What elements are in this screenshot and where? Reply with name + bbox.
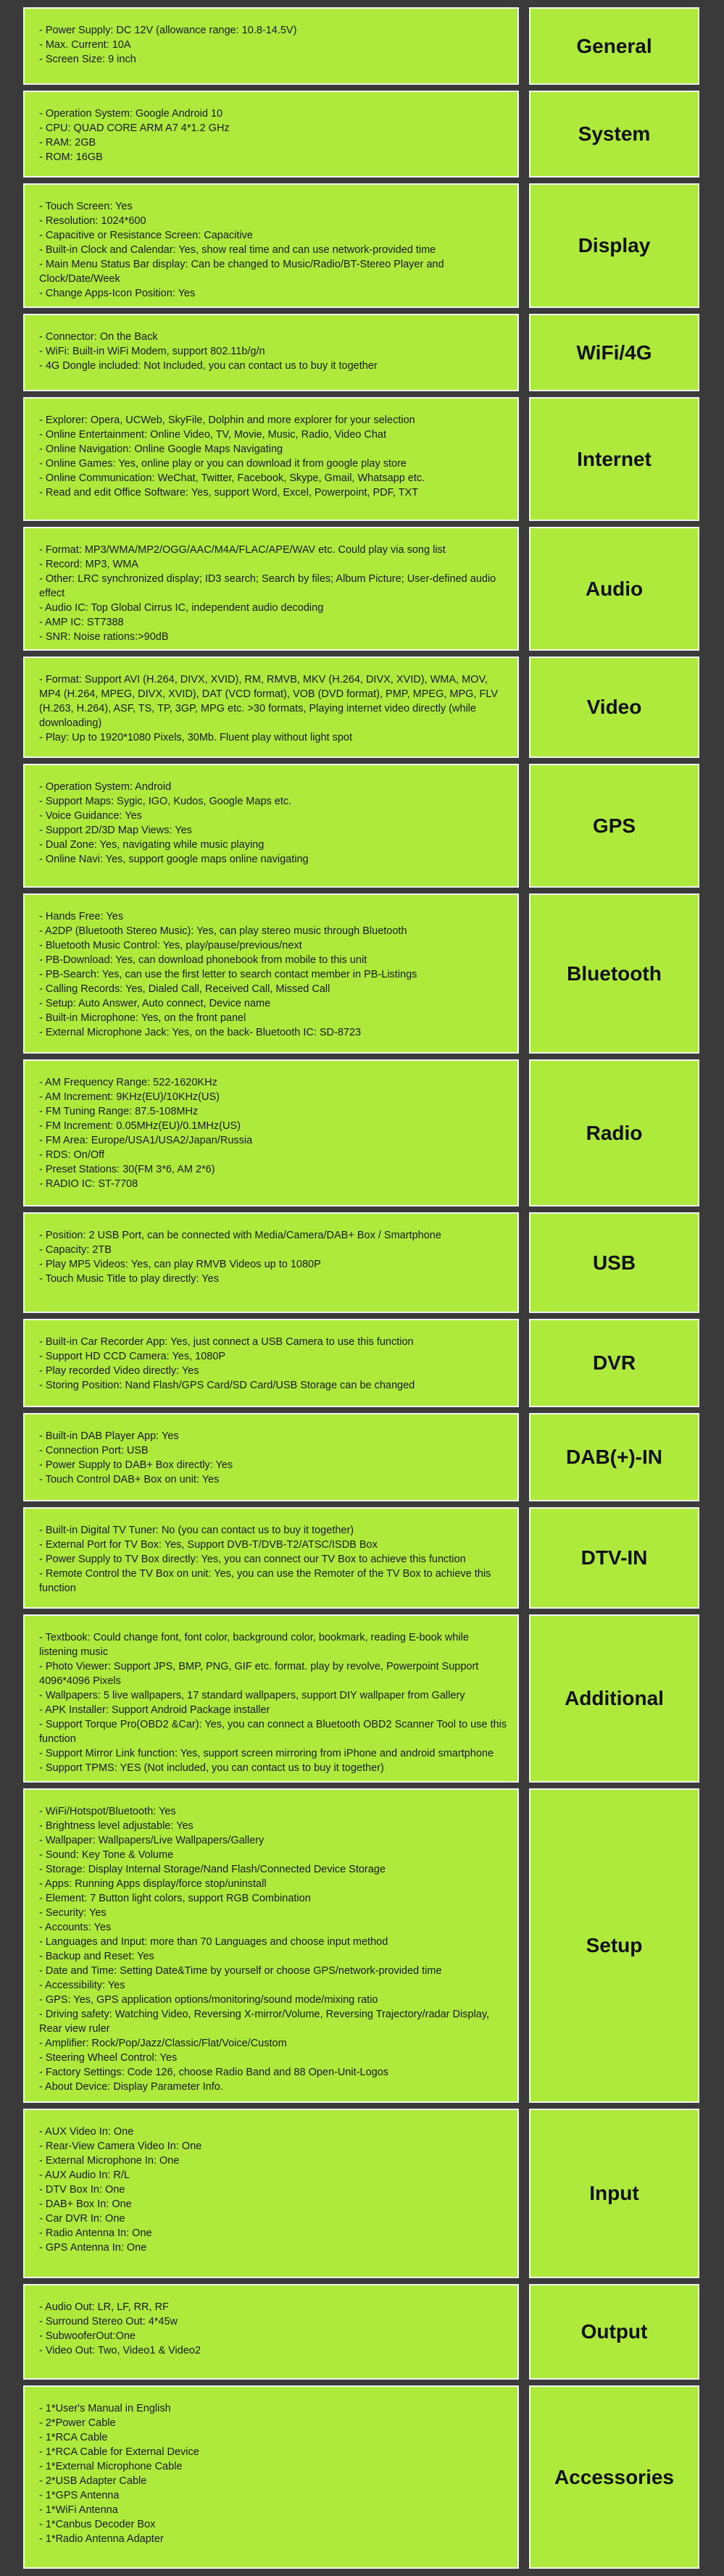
spec-category-label: DAB(+)-IN [529, 1413, 699, 1501]
spec-line: - Audio Out: LR, LF, RR, RF [39, 2301, 169, 2313]
spec-row [23, 1614, 699, 1783]
spec-category-label: Internet [529, 397, 699, 521]
spec-description [23, 2284, 519, 2380]
spec-line: - ROM: 16GB [39, 151, 103, 163]
spec-line: - Power Supply to TV Box directly: Yes, you can connect our TV Box to achieve this function [39, 1554, 466, 1565]
spec-line: - Storing Position: Nand Flash/GPS Card/SD Card/USB Storage can be changed [39, 1380, 415, 1391]
spec-line: - AUX Audio In: R/L [39, 2169, 130, 2181]
spec-description [23, 1413, 519, 1501]
spec-line: - Radio Antenna In: One [39, 2227, 152, 2239]
spec-line: - Main Menu Status Bar display: Can be changed to Music/Radio/BT-Stereo Player and Clock/Date/Week [39, 259, 444, 285]
spec-line: - Position: 2 USB Port, can be connected with Media/Camera/DAB+ Box / Smartphone [39, 1230, 441, 1241]
spec-line: - Online Entertainment: Online Video, TV, Movie, Music, Radio, Video Chat [39, 429, 387, 441]
spec-line: - Touch Screen: Yes [39, 201, 133, 212]
spec-category-label: DVR [529, 1319, 699, 1407]
spec-line: - Support Mirror Link function: Yes, support screen mirroring from iPhone and android smartphone [39, 1748, 494, 1759]
spec-line: - Operation System: Google Android 10 [39, 108, 223, 120]
spec-row [23, 7, 699, 85]
spec-row [23, 91, 699, 178]
spec-line: - Touch Control DAB+ Box on unit: Yes [39, 1474, 220, 1485]
spec-line: - Other: LRC synchronized display; ID3 search; Search by files; Album Picture; User-defined audio effect [39, 573, 496, 599]
spec-line: - Video Out: Two, Video1 & Video2 [39, 2345, 201, 2356]
spec-line: - 1*WiFi Antenna [39, 2504, 118, 2516]
spec-line: - Security: Yes [39, 1907, 107, 1919]
spec-category-label: WiFi/4G [529, 314, 699, 391]
spec-line: - Textbook: Could change font, font color, background color, bookmark, reading E-book while listening music [39, 1632, 469, 1658]
spec-line: - 1*User's Manual in English [39, 2403, 171, 2414]
spec-description [23, 527, 519, 651]
spec-row [23, 2284, 699, 2380]
spec-line: - Voice Guidance: Yes [39, 810, 142, 822]
spec-line: - Support 2D/3D Map Views: Yes [39, 825, 192, 836]
spec-line: - Support TPMS: YES (Not included, you can contact us to buy it together) [39, 1762, 384, 1774]
spec-line: - PB-Download: Yes, can download phonebook from mobile to this unit [39, 954, 367, 966]
spec-category-label: Video [529, 656, 699, 758]
spec-line: - DTV Box In: One [39, 2184, 125, 2196]
spec-line: - Sound: Key Tone & Volume [39, 1849, 174, 1861]
spec-line: - External Port for TV Box: Yes, Support DVB-T/DVB-T2/ATSC/ISDB Box [39, 1539, 378, 1551]
spec-line: - Date and Time: Setting Date&Time by yourself or choose GPS/network-provided time [39, 1965, 442, 1977]
spec-line: - FM Area: Europe/USA1/USA2/Japan/Russia [39, 1135, 253, 1146]
spec-row [23, 1212, 699, 1313]
spec-description [23, 893, 519, 1054]
spec-line: - Operation System: Android [39, 781, 172, 793]
spec-line: - Audio IC: Top Global Cirrus IC, independent audio decoding [39, 602, 324, 614]
spec-line: - Bluetooth Music Control: Yes, play/pause/previous/next [39, 940, 302, 951]
spec-row [23, 656, 699, 758]
spec-line: - Touch Music Title to play directly: Yes [39, 1273, 219, 1285]
spec-line: - Brightness level adjustable: Yes [39, 1820, 194, 1832]
spec-description [23, 7, 519, 85]
spec-line: - Format: Support AVI (H.264, DIVX, XVID), RM, RMVB, MKV (H.264, DIVX, XVID), WMA, MOV, MP4 (H.264, MPEG, DIVX, XVID), DAT (VCD format), VOB (DVD format), PMP, MPEG, MPG, FLV (H.263, H.264), ASF, TS, TP, 3GP, MPG etc. >30 formats, Playing internet video directly (while downloading) [39, 674, 499, 729]
spec-description [23, 91, 519, 178]
spec-line: - Backup and Reset: Yes [39, 1951, 154, 1962]
spec-description [23, 2385, 519, 2569]
spec-line: - Setup: Auto Answer, Auto connect, Device name [39, 998, 271, 1009]
spec-category-label: Bluetooth [529, 893, 699, 1054]
spec-line: - 4G Dongle included: Not Included, you can contact us to buy it together [39, 360, 378, 372]
spec-category-label: Accessories [529, 2385, 699, 2569]
spec-description [23, 1212, 519, 1313]
spec-line: - AUX Video In: One [39, 2126, 134, 2138]
spec-line: - Calling Records: Yes, Dialed Call, Received Call, Missed Call [39, 983, 330, 995]
spec-description [23, 1507, 519, 1609]
spec-line: - Amplifier: Rock/Pop/Jazz/Classic/Flat/Voice/Custom [39, 2038, 287, 2049]
spec-line: - Play recorded Video directly: Yes [39, 1365, 199, 1377]
spec-category-label: Radio [529, 1059, 699, 1206]
spec-line: - Record: MP3, WMA [39, 559, 138, 570]
spec-line: - CPU: QUAD CORE ARM A7 4*1.2 GHz [39, 122, 230, 134]
spec-row [23, 1788, 699, 2103]
spec-line: - Power Supply: DC 12V (allowance range: 10.8-14.5V) [39, 25, 297, 36]
spec-line: - Factory Settings: Code 126, choose Radio Band and 88 Open-Unit-Logos [39, 2067, 389, 2078]
spec-line: - Play MP5 Videos: Yes, can play RMVB Videos up to 1080P [39, 1259, 321, 1270]
spec-row [23, 764, 699, 888]
spec-line: - Preset Stations: 30(FM 3*6, AM 2*6) [39, 1164, 215, 1175]
spec-row [23, 397, 699, 521]
spec-line: - RADIO IC: ST-7708 [39, 1178, 138, 1190]
spec-line: - About Device: Display Parameter Info. [39, 2081, 223, 2093]
spec-line: - Remote Control the TV Box on unit: Yes, you can use the Remoter of the TV Box to achieve this function [39, 1568, 491, 1594]
spec-line: - 2*Power Cable [39, 2417, 116, 2429]
spec-line: - Accounts: Yes [39, 1922, 112, 1933]
spec-category-label: GPS [529, 764, 699, 888]
spec-line: - Built-in DAB Player App: Yes [39, 1430, 179, 1442]
spec-row [23, 314, 699, 391]
spec-description [23, 1319, 519, 1407]
spec-line: - AMP IC: ST7388 [39, 617, 124, 628]
spec-line: - Dual Zone: Yes, navigating while music playing [39, 839, 265, 851]
spec-line: - Accessibility: Yes [39, 1980, 125, 1991]
spec-row [23, 2109, 699, 2278]
spec-line: - 1*RCA Cable [39, 2432, 108, 2443]
spec-line: - Resolution: 1024*600 [39, 215, 146, 227]
spec-line: - Max. Current: 10A [39, 39, 131, 51]
spec-line: - Format: MP3/WMA/MP2/OGG/AAC/M4A/FLAC/APE/WAV etc. Could play via song list [39, 544, 446, 556]
spec-line: - Apps: Running Apps display/force stop/uninstall [39, 1878, 267, 1890]
spec-line: - Support Torque Pro(OBD2 &Car): Yes, you can connect a Bluetooth OBD2 Scanner Tool to use this function [39, 1719, 507, 1745]
spec-line: - GPS Antenna In: One [39, 2242, 147, 2254]
spec-line: - Element: 7 Button light colors, support RGB Combination [39, 1893, 311, 1904]
spec-line: - Built-in Microphone: Yes, on the front panel [39, 1012, 246, 1024]
spec-line: - Power Supply to DAB+ Box directly: Yes [39, 1459, 233, 1471]
spec-row [23, 1319, 699, 1407]
spec-line: - SubwooferOut:One [39, 2330, 136, 2342]
spec-line: - Car DVR In: One [39, 2213, 125, 2225]
spec-line: - Online Communication: WeChat, Twitter, Facebook, Skype, Gmail, Whatsapp etc. [39, 472, 425, 484]
spec-line: - A2DP (Bluetooth Stereo Music): Yes, can play stereo music through Bluetooth [39, 925, 407, 937]
spec-line: - 1*RCA Cable for External Device [39, 2446, 199, 2458]
spec-line: - Play: Up to 1920*1080 Pixels, 30Mb. Fluent play without light spot [39, 732, 353, 743]
spec-line: - 1*Canbus Decoder Box [39, 2519, 156, 2530]
spec-line: - AM Frequency Range: 522-1620KHz [39, 1077, 217, 1088]
spec-line: - GPS: Yes, GPS application options/monitoring/sound mode/mixing ratio [39, 1994, 378, 2006]
spec-line: - Online Navigation: Online Google Maps Navigating [39, 443, 283, 455]
spec-line: - Driving safety: Watching Video, Reversing X-mirror/Volume, Reversing Trajectory/radar Display, Rear view ruler [39, 2009, 490, 2035]
spec-line: - PB-Search: Yes, can use the first letter to search contact member in PB-Listings [39, 969, 417, 980]
spec-line: - Screen Size: 9 inch [39, 54, 136, 65]
spec-line: - Photo Viewer: Support JPS, BMP, PNG, GIF etc. format. play by revolve, Powerpoint Support 4096*4096 Pixels [39, 1661, 479, 1687]
spec-line: - RDS: On/Off [39, 1149, 104, 1161]
spec-line: - 1*Radio Antenna Adapter [39, 2533, 164, 2545]
spec-line: - 1*GPS Antenna [39, 2490, 120, 2501]
spec-line: - Built-in Car Recorder App: Yes, just connect a USB Camera to use this function [39, 1336, 414, 1348]
spec-description [23, 764, 519, 888]
spec-line: - External Microphone Jack: Yes, on the back- Bluetooth IC: SD-8723 [39, 1027, 362, 1038]
spec-line: - Connector: On the Back [39, 331, 158, 343]
spec-category-label: DTV-IN [529, 1507, 699, 1609]
spec-description [23, 1788, 519, 2103]
spec-line: - 2*USB Adapter Cable [39, 2475, 147, 2487]
spec-description [23, 1614, 519, 1783]
spec-category-label: Setup [529, 1788, 699, 2103]
spec-line: - Surround Stereo Out: 4*45w [39, 2316, 178, 2327]
spec-description [23, 2109, 519, 2278]
spec-line: - Languages and Input: more than 70 Languages and choose input method [39, 1936, 388, 1948]
spec-category-label: Audio [529, 527, 699, 651]
spec-description [23, 656, 519, 758]
spec-category-label: Output [529, 2284, 699, 2380]
spec-line: - Explorer: Opera, UCWeb, SkyFile, Dolphin and more explorer for your selection [39, 414, 415, 426]
spec-category-label: General [529, 7, 699, 85]
spec-row [23, 893, 699, 1054]
spec-line: - RAM: 2GB [39, 137, 96, 149]
spec-description [23, 314, 519, 391]
spec-row [23, 1507, 699, 1609]
spec-row [23, 1059, 699, 1206]
spec-line: - Storage: Display Internal Storage/Nand Flash/Connected Device Storage [39, 1864, 386, 1875]
spec-line: - Support HD CCD Camera: Yes, 1080P [39, 1351, 226, 1362]
spec-description [23, 183, 519, 308]
spec-line: - Support Maps: Sygic, IGO, Kudos, Google Maps etc. [39, 796, 292, 807]
spec-line: - SNR: Noise rations:>90dB [39, 631, 169, 643]
spec-line: - Capacitive or Resistance Screen: Capacitive [39, 230, 253, 241]
spec-line: - Change Apps-Icon Position: Yes [39, 288, 196, 299]
spec-line: - Capacity: 2TB [39, 1244, 112, 1256]
spec-line: - Wallpapers: 5 live wallpapers, 17 standard wallpapers, support DIY wallpaper from Gallery [39, 1690, 465, 1701]
spec-category-label: Display [529, 183, 699, 308]
spec-category-label: System [529, 91, 699, 178]
spec-line: - Wallpaper: Wallpapers/Live Wallpapers/Gallery [39, 1835, 265, 1846]
spec-line: - Built-in Clock and Calendar: Yes, show real time and can use network-provided time [39, 244, 436, 256]
spec-row [23, 183, 699, 308]
spec-category-label: USB [529, 1212, 699, 1313]
spec-line: - Hands Free: Yes [39, 911, 124, 922]
spec-line: - Rear-View Camera Video In: One [39, 2141, 202, 2152]
spec-description [23, 1059, 519, 1206]
spec-line: - Read and edit Office Software: Yes, support Word, Excel, Powerpoint, PDF, TXT [39, 487, 419, 499]
spec-line: - DAB+ Box In: One [39, 2198, 132, 2210]
spec-line: - FM Tuning Range: 87.5-108MHz [39, 1106, 199, 1117]
spec-line: - APK Installer: Support Android Package installer [39, 1704, 270, 1716]
spec-row [23, 2385, 699, 2569]
spec-line: - External Microphone In: One [39, 2155, 180, 2167]
spec-line: - AM Increment: 9KHz(EU)/10KHz(US) [39, 1091, 220, 1103]
spec-line: - Built-in Digital TV Tuner: No (you can contact us to buy it together) [39, 1525, 354, 1536]
spec-category-label: Input [529, 2109, 699, 2278]
spec-category-label: Additional [529, 1614, 699, 1783]
spec-line: - 1*External Microphone Cable [39, 2461, 183, 2472]
spec-line: - Online Navi: Yes, support google maps online navigating [39, 854, 309, 865]
spec-line: - FM Increment: 0.05MHz(EU)/0.1MHz(US) [39, 1120, 241, 1132]
spec-line: - Steering Wheel Control: Yes [39, 2052, 178, 2064]
spec-row [23, 527, 699, 651]
spec-description [23, 397, 519, 521]
spec-line: - WiFi: Built-in WiFi Modem, support 802.11b/g/n [39, 346, 265, 357]
spec-row [23, 1413, 699, 1501]
spec-line: - Online Games: Yes, online play or you can download it from google play store [39, 458, 407, 470]
spec-line: - WiFi/Hotspot/Bluetooth: Yes [39, 1806, 176, 1817]
spec-line: - Connection Port: USB [39, 1445, 149, 1456]
